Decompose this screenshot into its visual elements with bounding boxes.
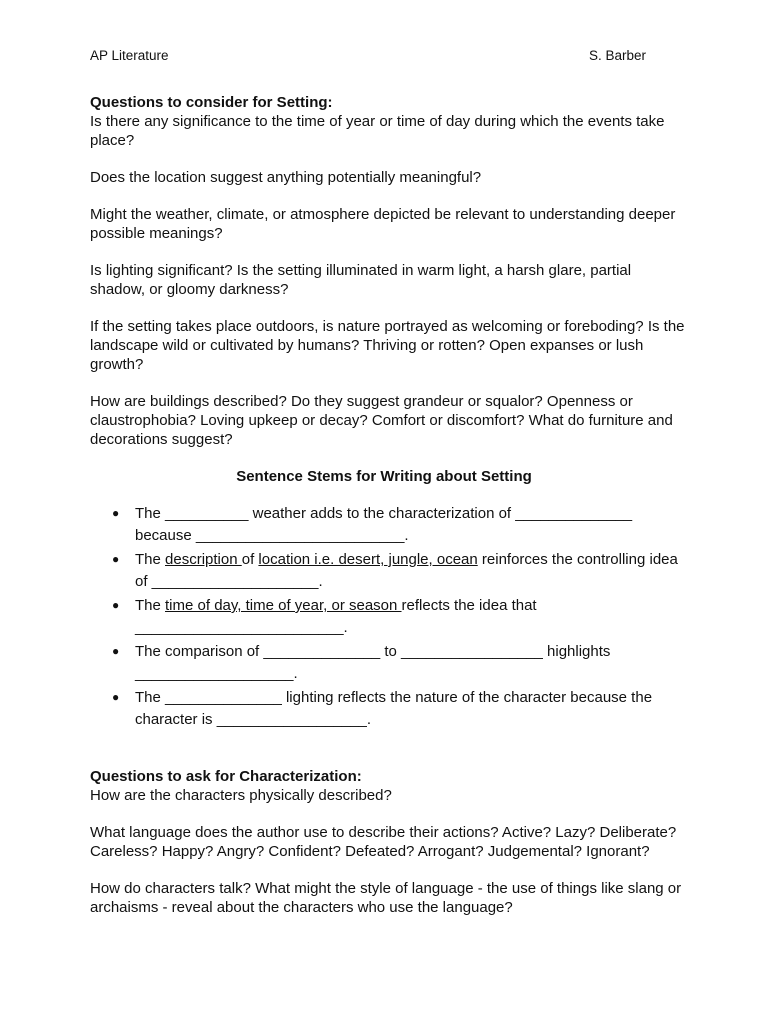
bullet-icon: ● (112, 690, 120, 704)
sentence-stems-list (90, 503, 690, 730)
stem-text: reflects the idea that _________________________. (135, 597, 537, 636)
setting-question: How are buildings described? Do they suggest grandeur or squalor? Openness or claustrophobia? Loving upkeep or decay? Comfort or discomfort? What do furniture and decorations suggest? (90, 393, 673, 448)
setting-heading: Questions to consider for Setting: (90, 94, 333, 111)
characterization-heading: Questions to ask for Characterization: (90, 768, 362, 785)
document-body (90, 93, 690, 917)
author-name: S. Barber (588, 48, 646, 63)
list-item (90, 503, 690, 546)
setting-question: Might the weather, climate, or atmosphere depicted be relevant to understanding deeper possible meanings? (90, 206, 676, 242)
characterization-question: How are the characters physically described? (90, 787, 392, 804)
stem-text: The comparison of ______________ to _________________ highlights ___________________. (135, 643, 611, 682)
characterization-question: How do characters talk? What might the style of language - the use of things like slang or archaisms - reveal about the characters who use the language? (90, 880, 682, 916)
list-item (90, 595, 690, 638)
list-item (90, 549, 690, 592)
stem-text: of (241, 551, 259, 568)
setting-question: If the setting takes place outdoors, is nature portrayed as welcoming or foreboding? Is the landscape wild or cultivated by humans? Thriving or rotten? Open expanses or lush growth? (90, 318, 685, 373)
bullet-icon: ● (112, 598, 120, 612)
bullet-icon: ● (112, 506, 120, 520)
stem-text: The ______________ lighting reflects the nature of the character because the character is __________________. (135, 689, 653, 728)
stem-text: reinforces the controlling idea of ____________________. (135, 551, 678, 590)
stem-underlined-text: time of day, time of year, or season (165, 597, 402, 614)
stem-text: The (135, 597, 166, 614)
stem-text: The __________ weather adds to the characterization of ______________ because _________________________. (135, 505, 633, 544)
setting-question: Is there any significance to the time of year or time of day during which the events take place? (90, 113, 665, 149)
characterization-question: What language does the author use to describe their actions? Active? Lazy? Deliberate? Careless? Happy? Angry? Confident? Defeated? Arrogant? Judgemental? Ignorant? (90, 824, 677, 860)
stem-underlined-text: location i.e. desert, jungle, ocean (258, 551, 478, 568)
bullet-icon: ● (112, 552, 120, 566)
setting-question: Is lighting significant? Is the setting illuminated in warm light, a harsh glare, partial shadow, or gloomy darkness? (90, 262, 632, 298)
list-item (90, 687, 690, 730)
stem-text: The (135, 551, 166, 568)
bullet-icon: ● (112, 644, 120, 658)
course-name: AP Literature (90, 48, 169, 63)
stem-underlined-text: description (165, 551, 242, 568)
stems-heading: Sentence Stems for Writing about Setting (236, 468, 532, 485)
list-item (90, 641, 690, 684)
setting-question: Does the location suggest anything potentially meaningful? (90, 169, 482, 186)
